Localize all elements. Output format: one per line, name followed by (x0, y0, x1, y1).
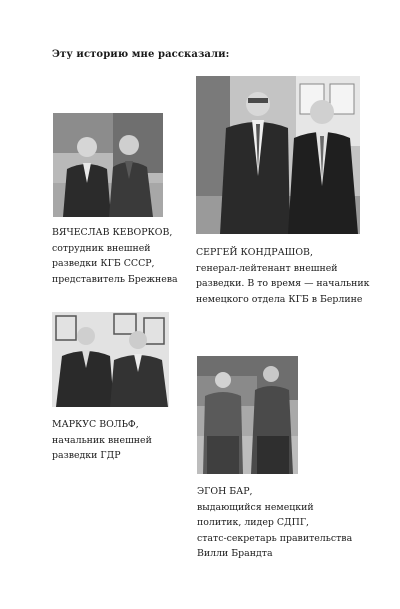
caption-kondrashov (196, 245, 369, 307)
photo-wolf (52, 312, 169, 407)
person-description-line: сотрудник внешней (52, 242, 151, 254)
person-name: ВЯЧЕСЛАВ КЕВОРКОВ, (52, 227, 173, 238)
person-description-line: Вилли Брандта (197, 548, 273, 560)
person-description-line: генерал-лейтенант внешней (196, 262, 338, 274)
page-heading: Эту историю мне рассказали: (52, 49, 230, 60)
photo-bahr (197, 356, 298, 474)
person-description-line: разведки. В то время — начальник (196, 278, 370, 290)
person-description-line: политик, лидер СДПГ, (197, 517, 310, 529)
person-description-line: представитель Брежнева (52, 273, 178, 285)
person-description-line: статс-секретарь правительства (197, 532, 353, 544)
person-name: МАРКУС ВОЛЬФ, (52, 419, 139, 430)
caption-wolf (52, 417, 152, 464)
photo-keworkov (53, 113, 163, 217)
person-description-line: немецкого отдела КГБ в Берлине (196, 293, 363, 305)
caption-keworkov (52, 225, 178, 287)
caption-bahr (197, 484, 352, 562)
person-description-line: разведки КГБ СССР, (52, 258, 155, 270)
person-description-line: выдающийся немецкий (197, 501, 314, 513)
person-description-line: разведки ГДР (52, 450, 121, 462)
person-name: ЭГОН БАР, (197, 486, 253, 497)
person-description-line: начальник внешней (52, 434, 152, 446)
photo-kondrashov (196, 76, 360, 234)
person-name: СЕРГЕЙ КОНДРАШОВ, (196, 247, 313, 258)
